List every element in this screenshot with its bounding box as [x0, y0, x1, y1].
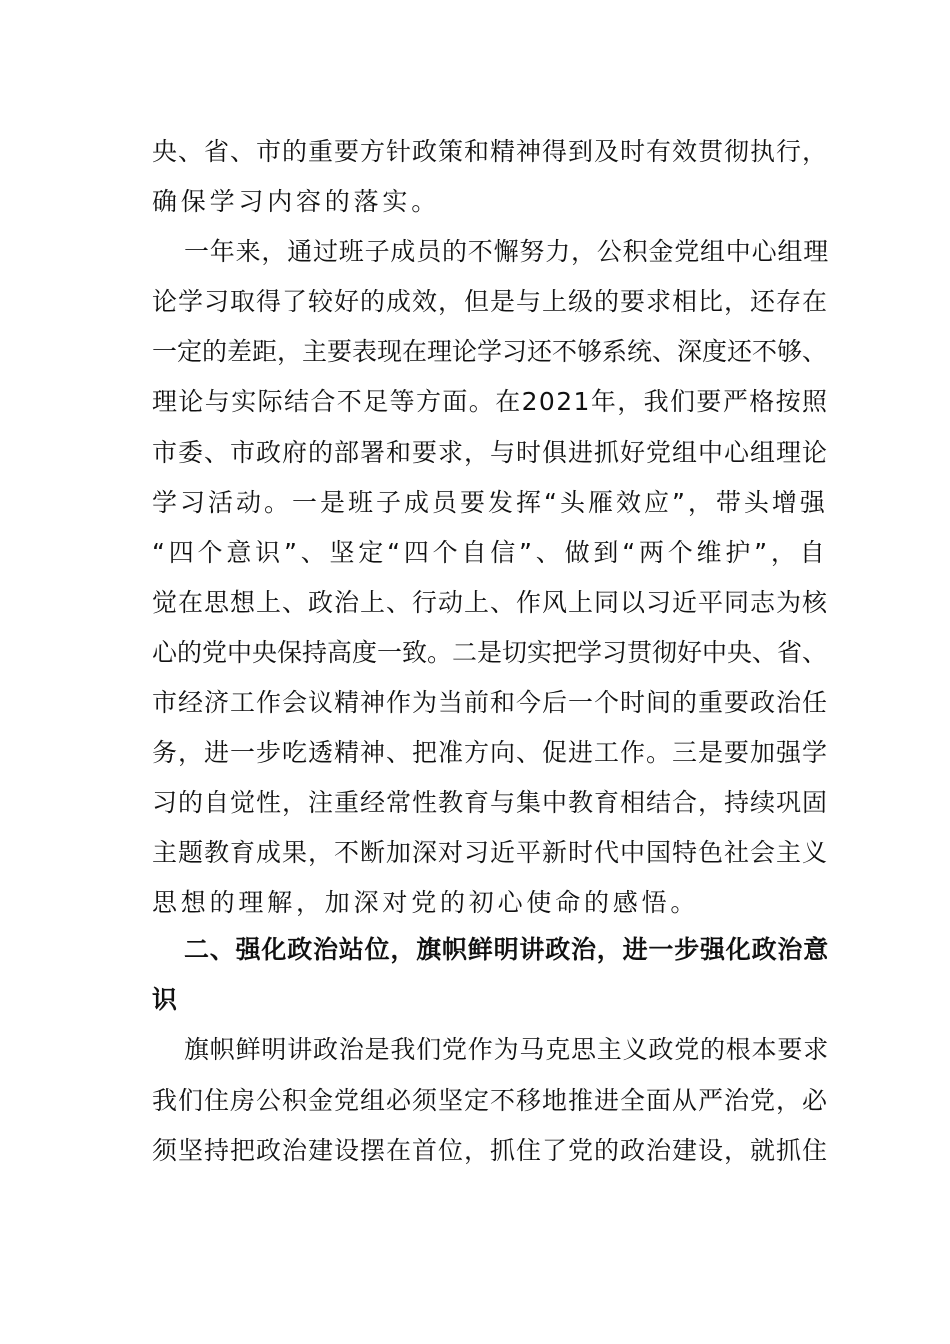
text-line: 论学习取得了较好的成效，但是与上级的要求相比，还存在 — [152, 287, 829, 316]
text-line: 习的自觉性，注重经常性教育与集中教育相结合，持续巩固 — [152, 788, 829, 817]
text-line: 觉在思想上、政治上、行动上、作风上同以习近平同志为核 — [152, 588, 829, 617]
text-line: 市委、市政府的部署和要求，与时俱进抓好党组中心组理论 — [152, 438, 829, 467]
text-line: 市经济工作会议精神作为当前和今后一个时间的重要政治任 — [152, 688, 829, 717]
paragraph-start-line: 一年来，通过班子成员的不懈努力，公积金党组中心组理 — [184, 237, 830, 266]
section-heading: 二、强化政治站位，旗帜鲜明讲政治，进一步强化政治意 — [184, 935, 830, 964]
text-line: “四个意识”、坚定“四个自信”、做到“两个维护”，自 — [152, 538, 829, 567]
text-line: 务，进一步吃透精神、把准方向、促进工作。三是要加强学 — [152, 738, 829, 767]
text-line: 学习活动。一是班子成员要发挥“头雁效应”，带头增强 — [152, 488, 828, 517]
text-line: 一定的差距，主要表现在理论学习还不够系统、深度还不够、 — [152, 337, 828, 366]
text-line: 理论与实际结合不足等方面。在2021年，我们要严格按照 — [152, 387, 829, 416]
text-line: 央、省、市的重要方针政策和精神得到及时有效贯彻执行， — [152, 137, 829, 166]
section-heading-continuation: 识 — [152, 985, 181, 1014]
text-line: 心的党中央保持高度一致。二是切实把学习贯彻好中央、省、 — [152, 638, 828, 667]
text-line: 确保学习内容的落实。 — [152, 187, 441, 216]
paragraph-start-line: 旗帜鲜明讲政治是我们党作为马克思主义政党的根本要求 — [184, 1035, 830, 1064]
text-line: 须坚持把政治建设摆在首位，抓住了党的政治建设，就抓住 — [152, 1136, 829, 1165]
text-line: 思想的理解，加深对党的初心使命的感悟。 — [152, 888, 700, 917]
text-line: 我们住房公积金党组必须坚定不移地推进全面从严治党，必 — [152, 1086, 829, 1115]
text-line: 主题教育成果，不断加深对习近平新时代中国特色社会主义 — [152, 838, 829, 867]
